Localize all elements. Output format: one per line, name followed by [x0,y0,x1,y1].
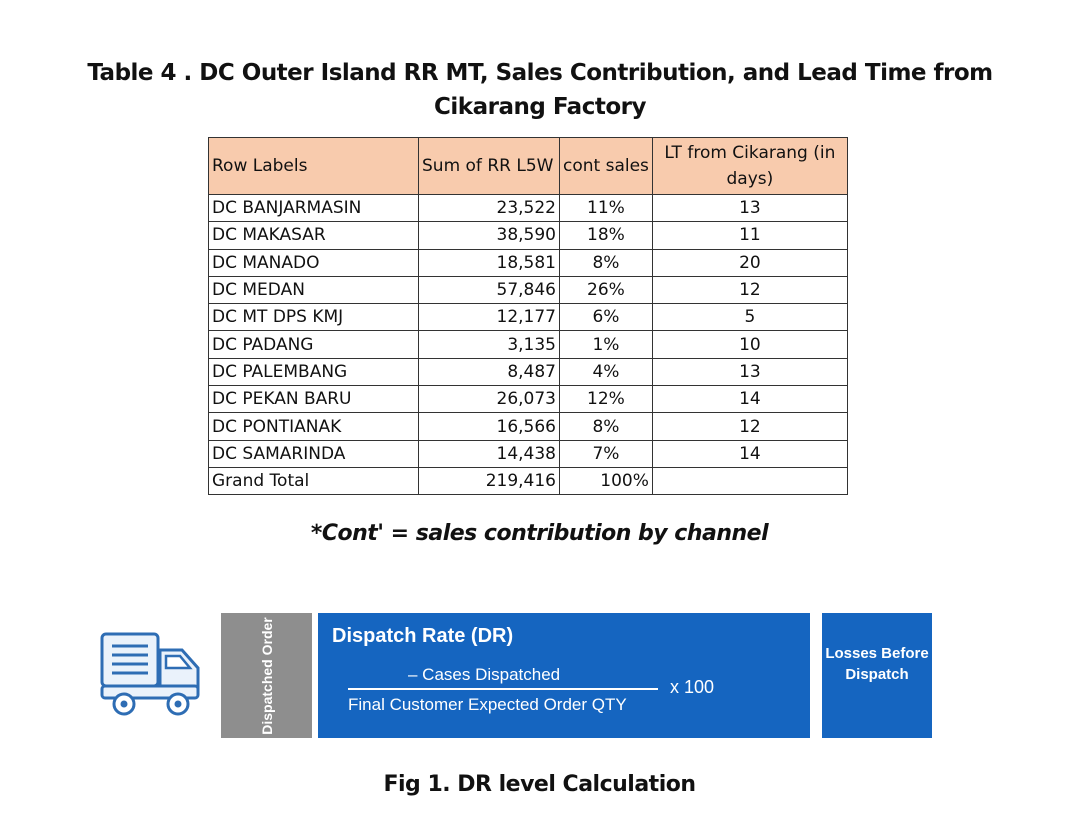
lead-time-cell: 12 [652,276,847,303]
row-label-cell: DC MT DPS KMJ [209,304,419,331]
header-sum-rr: Sum of RR L5W [419,138,560,195]
table-row [209,222,848,249]
formula-denominator: Final Customer Expected Order QTY [348,695,627,714]
row-label-cell: Grand Total [209,467,419,494]
cont-sales-cell: 8% [560,413,653,440]
sum-rr-cell: 12,177 [419,304,560,331]
sum-rr-cell: 57,846 [419,276,560,303]
row-label-cell: DC MAKASAR [209,222,419,249]
table-row [209,440,848,467]
table-header-row [209,138,848,195]
figure-caption: Fig 1. DR level Calculation [383,772,696,797]
cont-sales-cell: 100% [560,467,653,494]
lead-time-cell: 20 [652,249,847,276]
sum-rr-cell: 8,487 [419,358,560,385]
sum-rr-cell: 18,581 [419,249,560,276]
row-label-cell: DC PONTIANAK [209,413,419,440]
table-body [209,195,848,495]
lead-time-cell: 11 [652,222,847,249]
fraction-line [348,688,658,690]
cont-sales-cell: 6% [560,304,653,331]
table-title-line2: Cikarang Factory [434,94,646,120]
dispatch-rate-box [318,613,810,738]
dispatch-rate-title: Dispatch Rate (DR) [332,625,514,647]
row-label-cell: DC MANADO [209,249,419,276]
lead-time-cell: 14 [652,386,847,413]
row-label-cell: DC PALEMBANG [209,358,419,385]
cont-sales-cell: 1% [560,331,653,358]
table-row [209,413,848,440]
sum-rr-cell: 219,416 [419,467,560,494]
formula-multiplier: x 100 [670,677,715,697]
header-cont-sales: cont sales [560,138,653,195]
cont-sales-cell: 11% [560,195,653,222]
table-title-line1: Table 4 . DC Outer Island RR MT, Sales Contribution, and Lead Time from [87,60,993,86]
table-row [209,249,848,276]
cont-sales-cell: 12% [560,386,653,413]
lead-time-cell: 10 [652,331,847,358]
table-row [209,331,848,358]
header-row-labels: Row Labels [209,138,419,195]
lead-time-cell: 14 [652,440,847,467]
sum-rr-cell: 23,522 [419,195,560,222]
row-label-cell: DC BANJARMASIN [209,195,419,222]
table-title [40,56,1040,124]
table-note: *Cont' = sales contribution by channel [310,521,769,546]
row-label-cell: DC SAMARINDA [209,440,419,467]
sum-rr-cell: 14,438 [419,440,560,467]
lead-time-cell: 13 [652,195,847,222]
lead-time-cell: 13 [652,358,847,385]
losses-label: Losses Before Dispatch [825,645,929,683]
delivery-truck-icon [98,628,208,723]
row-label-cell: DC PEKAN BARU [209,386,419,413]
grand-total-row [209,467,848,494]
lead-time-cell [652,467,847,494]
table-row [209,276,848,303]
row-label-cell: DC PADANG [209,331,419,358]
cont-sales-cell: 26% [560,276,653,303]
losses-box [822,613,932,738]
sum-rr-cell: 38,590 [419,222,560,249]
header-lead-time: LT from Cikarang (in days) [652,138,847,195]
dc-table [208,137,848,495]
table-row [209,358,848,385]
cont-sales-cell: 18% [560,222,653,249]
cont-sales-cell: 4% [560,358,653,385]
sum-rr-cell: 16,566 [419,413,560,440]
table-row [209,386,848,413]
formula-numerator: – Cases Dispatched [408,665,561,684]
lead-time-cell: 5 [652,304,847,331]
dispatched-order-label: Dispatched Order [258,616,275,735]
row-label-cell: DC MEDAN [209,276,419,303]
cont-sales-cell: 7% [560,440,653,467]
table-row [209,304,848,331]
sum-rr-cell: 3,135 [419,331,560,358]
sum-rr-cell: 26,073 [419,386,560,413]
lead-time-cell: 12 [652,413,847,440]
cont-sales-cell: 8% [560,249,653,276]
dispatched-order-box [221,613,312,738]
table-row [209,195,848,222]
